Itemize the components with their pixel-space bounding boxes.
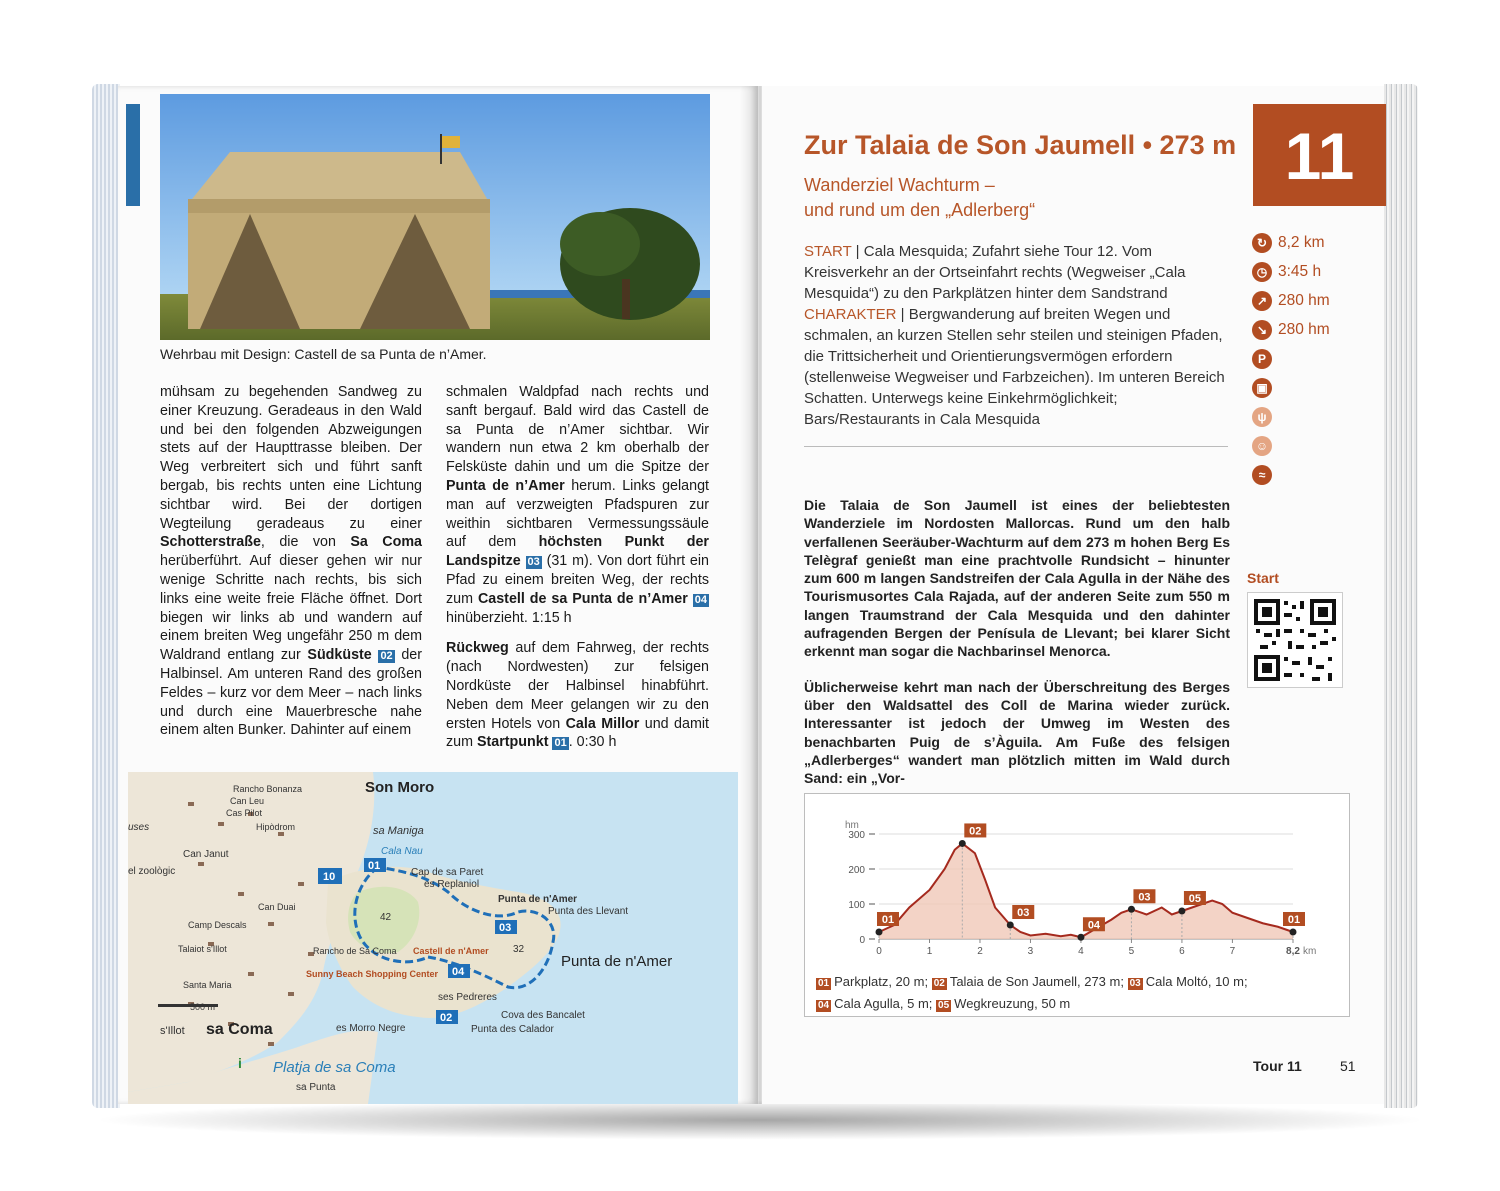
- map-label: Punta de n'Amer: [498, 894, 578, 905]
- waypoint-02: 02: [440, 1012, 453, 1024]
- ascent-icon: ↗: [1252, 291, 1272, 311]
- x-tick-label: 1: [926, 946, 933, 957]
- qr-code: [1247, 592, 1343, 688]
- waypoint-marker: 01: [554, 737, 567, 750]
- map-label: el zoològic: [128, 866, 176, 877]
- map-label: Hipòdrom: [256, 822, 296, 832]
- waypoint-badge-label: 02: [969, 825, 982, 838]
- map-label: uses: [128, 822, 150, 833]
- paragraph: Rückweg auf dem Fahrweg, der rechts (nach Nordwesten) zur felsigen Nordküste der Halbinsel hinabführt. Neben dem Meer gelangen wir zu den ersten Hotels von Cala Millor und damit zum Startpunkt 01 . 0:30 h: [446, 640, 710, 751]
- descent-icon: ↘: [1252, 320, 1272, 340]
- map-label: Cap de sa Paret: [411, 867, 484, 878]
- paragraph: schmalen Waldpfad nach rechts und sanft bergauf. Bald wird das Castell de sa Punta de n’Amer sichtbar. Wir wandern nun etwa 2 km oberhalb der Felsküste dahin und um die Spitze der Punta de n’Amer herum. Links gelangt man auf verzweigten Pfadspuren zur weithin sichtbaren Vermessungssäule auf dem höchsten Punkt der Landspitze 03 (31 m). Von dort führt ein Pfad zu einem breiten Weg, der rechts zum Castell de sa Punta de n’Amer 04 hinüberzieht. 1:15 h: [446, 384, 709, 626]
- divider: [804, 446, 1228, 447]
- stat-distance: ↻ 8,2 km: [1252, 228, 1330, 257]
- waypoint-badge-label: 03: [1017, 907, 1030, 919]
- x-tick-label: 0: [876, 946, 882, 957]
- stat-descent: ↘ 280 hm: [1252, 315, 1330, 344]
- waypoint-dot: [959, 840, 966, 847]
- waypoint-dot: [1077, 934, 1084, 941]
- map-label: Santa Maria: [183, 980, 232, 990]
- distance-icon: ↻: [1252, 233, 1272, 253]
- legend-item: 05 Wegkreuzung, 50 m: [938, 996, 1071, 1011]
- waypoint-badge-label: 03: [1138, 891, 1151, 904]
- map-label: Rancho Bonanza: [233, 784, 303, 794]
- map-label: Punta des Calador: [471, 1024, 554, 1035]
- waypoint-dot: [1290, 929, 1297, 936]
- book-right-edge: [1384, 84, 1418, 1108]
- legend-line: [816, 993, 1336, 1015]
- feature-restaurant: [1252, 402, 1330, 431]
- map-label: Punta des Llevant: [548, 906, 629, 917]
- bold-term: Cala Millor: [565, 715, 640, 732]
- map-scale-bar: [158, 1004, 218, 1007]
- y-tick-label: 200: [848, 865, 865, 876]
- bold-term: höchsten Punkt der Landspitze: [446, 534, 709, 570]
- swim-icon: ≈: [1252, 465, 1272, 485]
- map-label: sa Coma: [206, 1021, 273, 1038]
- route-number: 10: [323, 871, 336, 883]
- map-label: s'Illot: [160, 1025, 185, 1037]
- route-map: [128, 772, 738, 1104]
- x-axis-label: km: [1303, 946, 1317, 957]
- book-left-edge: [92, 84, 120, 1108]
- map-label: Can Leu: [230, 796, 265, 806]
- text-column-2: [446, 383, 709, 764]
- bold-term: Punta de n’Amer: [446, 477, 565, 494]
- info-icon: i: [238, 1055, 242, 1071]
- map-label: Cala Nau: [381, 846, 423, 857]
- map-label: es Morro Negre: [336, 1023, 406, 1034]
- waypoint-dot: [1007, 922, 1014, 929]
- x-tick-label: 6: [1179, 946, 1185, 957]
- x-tick-label: 4: [1078, 946, 1084, 957]
- waypoint-badge-label: 04: [1087, 919, 1101, 932]
- x-tick-label: 3: [1027, 946, 1034, 957]
- kids-icon: ☺: [1252, 436, 1272, 456]
- legend-item: 04 Cala Agulla, 5 m;: [818, 996, 933, 1011]
- y-tick-label: 100: [848, 900, 865, 911]
- waypoint-dot: [876, 929, 883, 936]
- y-axis-label: hm: [845, 820, 859, 831]
- map-label: Talaiot s'Illot: [178, 944, 227, 954]
- lead-text: [804, 496, 1230, 804]
- map-label: sa Maniga: [373, 825, 424, 837]
- x-tick-label: 5: [1128, 946, 1135, 957]
- paragraph: mühsam zu begehenden Sandweg zu einer Kreuzung. Geradeaus in den Wald und bei den folgenden Abzweigungen stets auf der Haupttrasse bleiben. Der Weg verbreitert sich und führt sanft bergab, bis rechts unten eine Lichtung sichtbar wird. Bei der dortigen Wegteilung geradeaus zu einer Schotterstraße, die von Sa Coma herüberführt. Auf dieser gehen wir nur wenige Schritte nach rechts, bis sich links eine weite freie Fläche öffnet. Dort biegen wir links ab und wandern auf einem breiten Weg ungefähr 250 m dem Waldrand entlang zur Südküste 02 der Halbinsel. Am unteren Rand des großen Feldes – kurz vor dem Meer – nach links und durch eine Mauerbresche nahe einem alten Bunker. Dahinter auf einem: [160, 384, 423, 739]
- legend-item: 02 Talaia de Son Jaumell, 273 m;: [933, 974, 1124, 989]
- map-label: Rancho de Sa Coma: [313, 946, 397, 956]
- x-tick-label: 7: [1229, 946, 1236, 957]
- waypoint-marker: 04: [694, 593, 707, 606]
- tour-title: Zur Talaia de Son Jaumell • 273 m: [804, 130, 1237, 160]
- bold-term: Südküste: [307, 647, 372, 664]
- bold-term: Castell de sa Punta de n’Amer: [477, 590, 688, 607]
- tour-number-badge: 11: [1253, 104, 1386, 206]
- restaurant-icon: ψ: [1252, 407, 1272, 427]
- tour-stats: [1252, 228, 1330, 489]
- x-tick-label: 8,2: [1286, 946, 1300, 957]
- map-label: Can Janut: [183, 849, 229, 860]
- text-column-1: [160, 383, 422, 752]
- subtitle-line: Wanderziel Wachturm –: [804, 175, 995, 195]
- map-label: 42: [380, 912, 392, 923]
- photo-caption: Wehrbau mit Design: Castell de sa Punta de n’Amer.: [160, 346, 487, 362]
- map-label: es Replaniol: [424, 879, 480, 890]
- waypoint-legend: [816, 971, 1336, 1015]
- lead-paragraph: Üblicherweise kehrt man nach der Überschreitung des Berges über den Waldsattel des Coll de Marina wieder zurück. Interessanter ist jedoch der Umweg im Westen des benachbarten Puig de s’Àguila. Am Fuße des felsigen „Adlerberges“ wandert man plötzlich mitten im Wald durch Sand: ein „Vor-: [804, 678, 1230, 787]
- charakter-label: CHARAKTER: [804, 306, 897, 323]
- charakter-text: | Bergwanderung auf breiten Wegen und schmalen, an kurzen Stellen sehr steilen und steinigen Pfaden, die Trittsicherheit und Orientierungsvermögen erfordern (stellenweise Wegweiser und Farbzeichen). Im unteren Bereich Schatten. Unterwegs keine Einkehrmöglichkeit; Bars/Restaurants in Cala Mesquida: [804, 306, 1225, 428]
- feature-kids: [1252, 431, 1330, 460]
- feature-parking: [1252, 344, 1330, 373]
- bold-term: Rückweg: [446, 640, 509, 657]
- bold-term: Startpunkt: [476, 734, 549, 751]
- map-label: sa Punta: [296, 1082, 336, 1093]
- map-label: ses Pedreres: [438, 992, 497, 1003]
- parking-icon: P: [1252, 349, 1272, 369]
- x-tick-label: 2: [977, 946, 983, 957]
- waypoint-dot: [1128, 906, 1135, 913]
- start-text: | Cala Mesquida; Zufahrt siehe Tour 12. Vom Kreisverkehr an der Ortseinfahrt rechts (Wegweiser „Cala Mesquida“) zu den Parkplätzen hinter dem Sandstrand: [804, 243, 1186, 302]
- clock-icon: ◷: [1252, 262, 1272, 282]
- bold-term: Sa Coma: [350, 534, 422, 551]
- chapter-color-bar: [126, 104, 140, 206]
- y-tick-label: 300: [848, 830, 865, 841]
- legend-line: [816, 971, 1336, 993]
- legend-item: 03 Cala Moltó, 10 m;: [1129, 974, 1248, 989]
- map-label: Cas Pilot: [226, 808, 263, 818]
- map-label: Can Duai: [258, 902, 296, 912]
- footer-tour-label: Tour 11: [1253, 1058, 1302, 1074]
- map-label-son-moro: Son Moro: [365, 779, 435, 796]
- map-label: Cova des Bancalet: [501, 1010, 585, 1021]
- bus-icon: ▣: [1252, 378, 1272, 398]
- castle-photo: [160, 94, 710, 340]
- waypoint-badge-label: 01: [881, 914, 895, 926]
- map-label: Sunny Beach Shopping Center: [306, 969, 439, 979]
- start-label: START: [804, 243, 852, 260]
- feature-bus: [1252, 373, 1330, 402]
- y-tick-label: 0: [859, 935, 865, 946]
- waypoint-04: 04: [452, 966, 465, 978]
- map-label: Camp Descals: [188, 920, 247, 930]
- elevation-chart: [805, 794, 1349, 964]
- map-label: 32: [513, 944, 525, 955]
- book-shadow: [90, 1100, 1430, 1140]
- subtitle-line: und rund um den „Adlerberg“: [804, 200, 1036, 220]
- stat-duration: ◷ 3:45 h: [1252, 257, 1330, 286]
- tour-subtitle: [804, 173, 1035, 223]
- lead-paragraph: Die Talaia de Son Jaumell ist eines der beliebtesten Wanderziele im Nordosten Mallorcas. Rund um den halb verfallenen Seeräuber-Wachturm auf dem 273 m hohen Berg Es Telègraf genießt man eine prachtvolle Rundsicht – hinunter zum 600 m langen Sandstreifen der Cala Agulla in der Nähe des Tourismusortes Cala Rajada, auf der anderen Seite zum 550 m langen Traumstrand der Cala Mesquida und den dahinter aufragenden Bergen der Penísula de Llevant; bei klarer Sicht erkennt man sogar die Nachbarinsel Menorca.: [804, 497, 1230, 660]
- qr-start-label: Start: [1247, 570, 1279, 586]
- waypoint-dot: [1178, 908, 1185, 915]
- waypoint-01: 01: [368, 860, 381, 872]
- map-label: Punta de n'Amer: [561, 953, 673, 970]
- waypoint-marker: 03: [527, 556, 540, 569]
- waypoint-marker: 02: [380, 650, 393, 663]
- waypoint-badge-label: 05: [1188, 893, 1202, 905]
- page-number: 51: [1340, 1058, 1356, 1074]
- stat-ascent: ↗ 280 hm: [1252, 286, 1330, 315]
- waypoint-03: 03: [499, 922, 512, 934]
- map-label: Platja de sa Coma: [273, 1059, 396, 1076]
- waypoint-badge-label: 01: [1287, 914, 1301, 926]
- bold-term: Schotterstraße: [160, 534, 261, 551]
- map-label: Castell de n'Amer: [413, 946, 489, 956]
- feature-swim: [1252, 460, 1330, 489]
- tour-info: [804, 241, 1228, 430]
- legend-item: 01 Parkplatz, 20 m;: [818, 974, 929, 989]
